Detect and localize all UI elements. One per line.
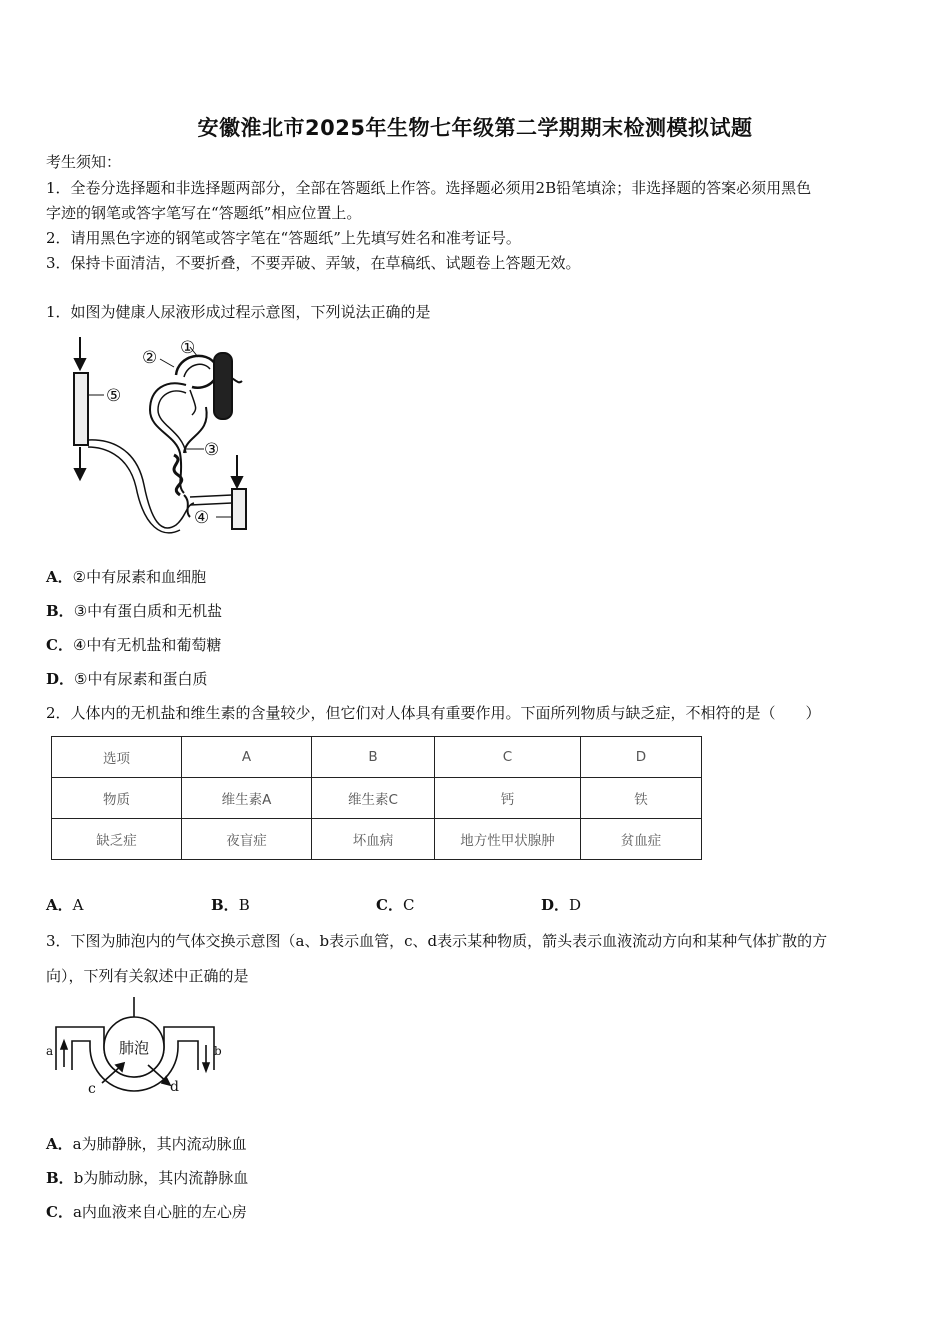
table-cell: 贫血症 <box>581 819 702 860</box>
page-title: 安徽淮北市2025年生物七年级第二学期期末检测模拟试题 <box>197 116 753 140</box>
q3-stem-line2: 向），下列有关叙述中正确的是 <box>46 967 249 985</box>
q3-stem-line1: 3．下图为肺泡内的气体交换示意图（a、b表示血管，c、d表示某种物质，箭头表示血液流动方向和某种气体扩散的方 <box>46 932 828 950</box>
table-cell: 铁 <box>581 778 702 819</box>
q2-option-d: D．D <box>541 896 582 914</box>
table-cell: 缺乏症 <box>52 819 182 860</box>
label-a: a <box>46 1044 54 1058</box>
table-cell: 钙 <box>435 778 581 819</box>
q3-option-a: A．a为肺静脉，其内流动脉血 <box>46 1135 247 1153</box>
label-c: c <box>88 1081 96 1097</box>
alveolus-diagram <box>44 995 224 1097</box>
label-3: ③ <box>204 440 220 460</box>
q3-option-b: B．b为肺动脉，其内流静脉血 <box>46 1169 249 1187</box>
table-cell: 地方性甲状腺肿 <box>435 819 581 860</box>
label-2: ② <box>142 348 158 368</box>
q2-option-c: C．C <box>376 896 415 914</box>
table-row <box>52 778 702 819</box>
table-cell: 维生素A <box>182 778 312 819</box>
table-cell: D <box>581 737 702 778</box>
q2-option-b: B．B <box>211 896 250 914</box>
table-cell: 坏血病 <box>312 819 435 860</box>
q3-option-c: C．a内血液来自心脏的左心房 <box>46 1203 247 1221</box>
table-cell: C <box>435 737 581 778</box>
table-cell: 物质 <box>52 778 182 819</box>
table-cell: B <box>312 737 435 778</box>
nephron-diagram <box>66 335 266 540</box>
alveolus-label: 肺泡 <box>119 1039 150 1057</box>
label-1: ① <box>180 338 196 358</box>
table-cell: A <box>182 737 312 778</box>
table-cell: 维生素C <box>312 778 435 819</box>
table-row <box>52 819 702 860</box>
q1-option-a: A．②中有尿素和血细胞 <box>46 568 207 586</box>
table-cell: 夜盲症 <box>182 819 312 860</box>
label-4: ④ <box>194 508 210 528</box>
label-5: ⑤ <box>106 386 122 406</box>
label-d: d <box>170 1079 179 1095</box>
notice-heading: 考生须知： <box>46 153 122 171</box>
notice-item: 字迹的钢笔或答字笔写在“答题纸”相应位置上。 <box>46 204 362 222</box>
q2-table <box>51 736 702 860</box>
q1-option-c: C．④中有无机盐和葡萄糖 <box>46 636 222 654</box>
q2-option-a: A．A <box>46 896 84 914</box>
q1-option-b: B．③中有蛋白质和无机盐 <box>46 602 223 620</box>
label-b: b <box>214 1044 222 1058</box>
notice-item: 3．保持卡面清洁，不要折叠，不要弄破、弄皱，在草稿纸、试题卷上答题无效。 <box>46 254 581 272</box>
table-row <box>52 737 702 778</box>
notice-item: 2．请用黑色字迹的钢笔或答字笔在“答题纸”上先填写姓名和准考证号。 <box>46 229 521 247</box>
notice-item: 1．全卷分选择题和非选择题两部分，全部在答题纸上作答。选择题必须用2B铅笔填涂；非选择题的答案必须用黑色 <box>46 179 812 197</box>
q1-option-d: D．⑤中有尿素和蛋白质 <box>46 670 208 688</box>
q1-stem: 1．如图为健康人尿液形成过程示意图，下列说法正确的是 <box>46 303 431 321</box>
q2-stem: 2．人体内的无机盐和维生素的含量较少，但它们对人体具有重要作用。下面所列物质与缺乏症，不相符的是（ ） <box>46 704 821 722</box>
table-cell: 选项 <box>52 737 182 778</box>
